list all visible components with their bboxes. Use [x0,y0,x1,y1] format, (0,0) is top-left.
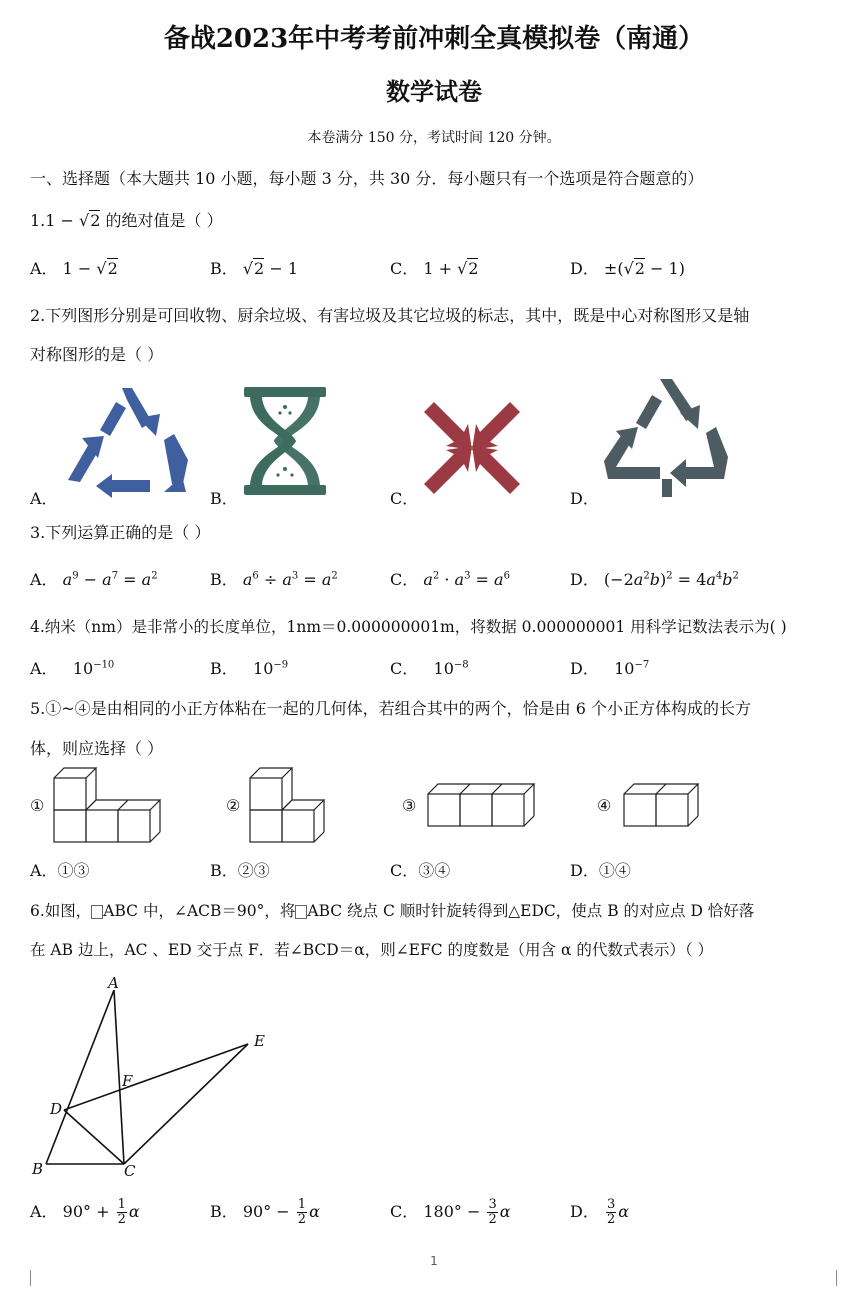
q2-label-d[interactable]: D． [570,489,599,508]
q1-stem: 1.1 − √2 的绝对值是（ ） [30,211,223,230]
point-b-label: B [32,1160,44,1178]
q1-option-a[interactable]: A． 1 − √2 [30,259,118,278]
recycle-icon-gray [600,375,730,500]
q4-option-b[interactable]: B． $10^{-9}$ [210,659,289,678]
q4-option-c[interactable]: C． $10^{-8}$ [390,659,469,678]
q4-option-a[interactable]: A． $10^{-10}$ [30,659,115,678]
q6-option-a[interactable]: A． 90° + $\frac{1}{2}$ α [30,1197,140,1227]
exam-note: 本卷满分 150 分，考试时间 120 分钟。 [307,130,561,146]
q6-option-d[interactable]: D． $\frac{3}{2}$ α [570,1197,630,1227]
cube-figure-1 [52,766,162,846]
page-number: 1 [430,1254,438,1268]
point-f-label: F [122,1072,133,1090]
q5-fig-label-4: ④ [597,796,612,815]
q5-option-c[interactable]: C．③④ [390,861,451,880]
q3-option-b[interactable]: B． $a^6 \div a^3 = a^2$ [210,570,338,589]
page-corner-left [30,1270,31,1286]
point-a-label: A [108,974,119,992]
q5-option-b[interactable]: B．②③ [210,861,270,880]
q3-stem: 3.下列运算正确的是（ ） [30,523,211,542]
q6-stem-line2: 在 AB 边上，AC 、ED 交于点 F．若∠BCD＝α，则∠EFC 的度数是（用含 α 的代数式表示）（ ） [30,941,714,959]
q5-stem-line2: 体，则应选择（ ） [30,739,164,758]
cube-figure-4 [622,782,702,832]
q6-option-c[interactable]: C． 180° − $\frac{3}{2}$ α [390,1197,511,1227]
q1-option-c[interactable]: C． 1 + √2 [390,259,479,278]
q3-option-d[interactable]: D． $(-2a^2b)^2 = 4a^4b^2$ [570,570,739,589]
geometry-figure [28,972,278,1182]
q5-stem-line1: 5.①~④是由相同的小正方体粘在一起的几何体，若组合其中的两个，恰是由 6 个小正方体构成的长方 [30,699,752,718]
q2-stem-line2: 对称图形的是（ ） [30,345,164,364]
q5-fig-label-3: ③ [402,796,417,815]
q6-stem-line1: 6.如图， ABC 中，∠ACB＝90°，将 ABC 绕点 C 顺时针旋转得到△EDC，使点 B 的对应点 D 恰好落 [30,902,755,920]
section-heading: 一、选择题（本大题共 10 小题，每小题 3 分，共 30 分．每小题只有一个选项是符合题意的） [30,169,704,188]
q3-option-c[interactable]: C． $a^2 \cdot a^3 = a^6$ [390,570,510,589]
q4-option-d[interactable]: D． $10^{-7}$ [570,659,650,678]
page-subtitle: 数学试卷 [386,77,482,106]
q4-stem: 4.纳米（nm）是非常小的长度单位，1nm＝0.000000001m，将数据 0.000000001 用科学记数法表示为( ) [30,618,787,636]
point-c-label: C [124,1162,136,1180]
q2-label-b[interactable]: B． [210,489,238,508]
hourglass-icon [240,385,330,497]
q3-option-a[interactable]: A． $a^9 - a^7 = a^2$ [30,570,158,589]
q5-fig-label-2: ② [226,796,241,815]
q5-fig-label-1: ① [30,796,45,815]
cube-figure-2 [248,766,328,846]
page-title: 备战2023年中考考前冲刺全真模拟卷（南通） [163,24,705,54]
q1-option-b[interactable]: B． √2 − 1 [210,259,298,278]
q5-option-d[interactable]: D．①④ [570,861,631,880]
q6-option-b[interactable]: B． 90° − $\frac{1}{2}$ α [210,1197,320,1227]
recycle-icon-blue [60,380,190,500]
q2-label-a[interactable]: A． [30,489,58,508]
q5-option-a[interactable]: A．①③ [30,861,90,880]
q2-label-c[interactable]: C． [390,489,419,508]
q2-stem-line1: 2.下列图形分别是可回收物、厨余垃圾、有害垃圾及其它垃圾的标志，其中，既是中心对称图形又是轴 [30,306,750,325]
cube-figure-3 [426,782,538,832]
point-d-label: D [50,1100,63,1118]
q1-option-d[interactable]: D． ±(√2 − 1) [570,259,685,278]
point-e-label: E [254,1032,265,1050]
page-corner-right [836,1270,837,1286]
inward-arrows-icon [420,398,524,498]
